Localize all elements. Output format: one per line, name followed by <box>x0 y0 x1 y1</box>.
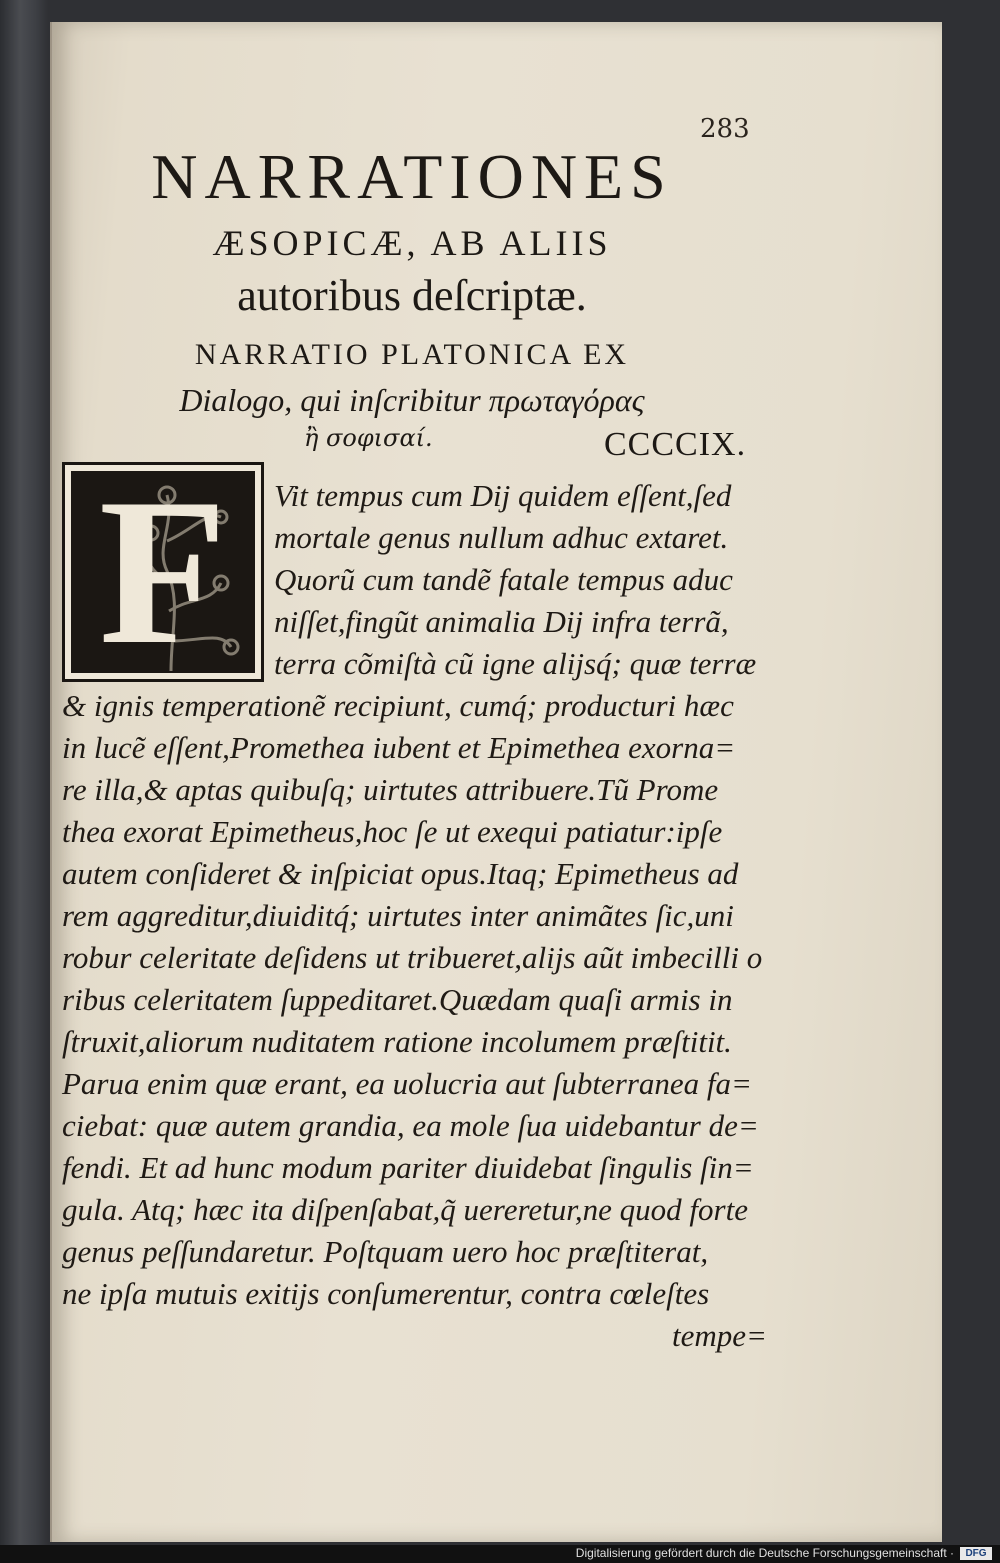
text-line: Vit tempus cum Dij quidem eſſent,ſed <box>274 478 732 513</box>
text-line: gula. Atq; hæc ita diſpenſabat,q̃ uereretur,ne quod forte <box>62 1192 748 1227</box>
text-line: ciebat: quæ autem grandia, ea mole ſua uidebantur de= <box>62 1108 759 1143</box>
text-line: terra cõmiſtà cũ igne alijsq́; quæ terræ <box>274 646 757 681</box>
funding-credit: Digitalisierung gefördert durch die Deutsche Forschungsgemeinschaft · <box>575 1546 954 1560</box>
text-line: in lucẽ eſſent,Promethea iubent et Epimethea exorna= <box>62 730 736 765</box>
text-line: Quorũ cum tandẽ fatale tempus aduc <box>274 562 733 597</box>
text-line: & ignis temperationẽ recipiunt, cumq́; producturi hæc <box>62 688 734 723</box>
text-line: thea exorat Epimetheus,hoc ſe ut exequi patiatur:ipſe <box>62 814 723 849</box>
book-page <box>50 22 942 1542</box>
page-title: NARRATIONES <box>151 141 673 212</box>
catchword: tempe= <box>672 1318 767 1353</box>
text-line: ne ipſa mutuis exitijs conſumerentur, contra cœleſtes <box>62 1276 710 1311</box>
page-number: 283 <box>700 114 750 144</box>
section-heading-line-1: NARRATIO PLATONICA EX <box>194 338 630 371</box>
subtitle-line-2: autoribus deſcriptæ. <box>237 271 587 320</box>
section-number: CCCCIX. <box>604 426 747 463</box>
section-heading-line-2: Dialogo, qui inſcribitur πρωταγόρας <box>179 382 645 418</box>
text-line: mortale genus nullum adhuc extaret. <box>274 520 729 555</box>
subtitle-line-1: ÆSOPICÆ, AB ALIIS <box>212 223 612 263</box>
text-line: autem conſideret & inſpiciat opus.Itaq; Epimetheus ad <box>62 856 739 891</box>
text-line: Parua enim quæ erant, ea uolucria aut ſubterranea fa= <box>62 1066 752 1101</box>
text-line: genus peſſundaretur. Poſtquam uero hoc præſtiterat, <box>62 1234 709 1269</box>
text-line: robur celeritate deſidens ut tribueret,alijs aũt imbecilli o <box>62 940 763 975</box>
text-line: fendi. Et ad hunc modum pariter diuidebat ſingulis ſin= <box>62 1150 754 1185</box>
text-line: niſſet,fingũt animalia Dij infra terrã, <box>274 604 729 639</box>
section-heading-greek: ἢ σοφισαί. <box>304 424 433 452</box>
body-text <box>52 22 942 1522</box>
initial-letter: F <box>98 471 228 673</box>
dfg-logo: DFG <box>960 1547 992 1560</box>
text-line: re illa,& aptas quibuſq; uirtutes attribuere.Tũ Prome <box>62 772 719 807</box>
text-line: ribus celeritatem ſuppeditaret.Quædam quaſi armis in <box>62 982 733 1017</box>
text-line: ſtruxit,aliorum nuditatem ratione incolumem præſtitit. <box>62 1024 732 1059</box>
text-line: rem aggreditur,diuiditq́; uirtutes inter animãtes ſic,uni <box>62 898 734 933</box>
